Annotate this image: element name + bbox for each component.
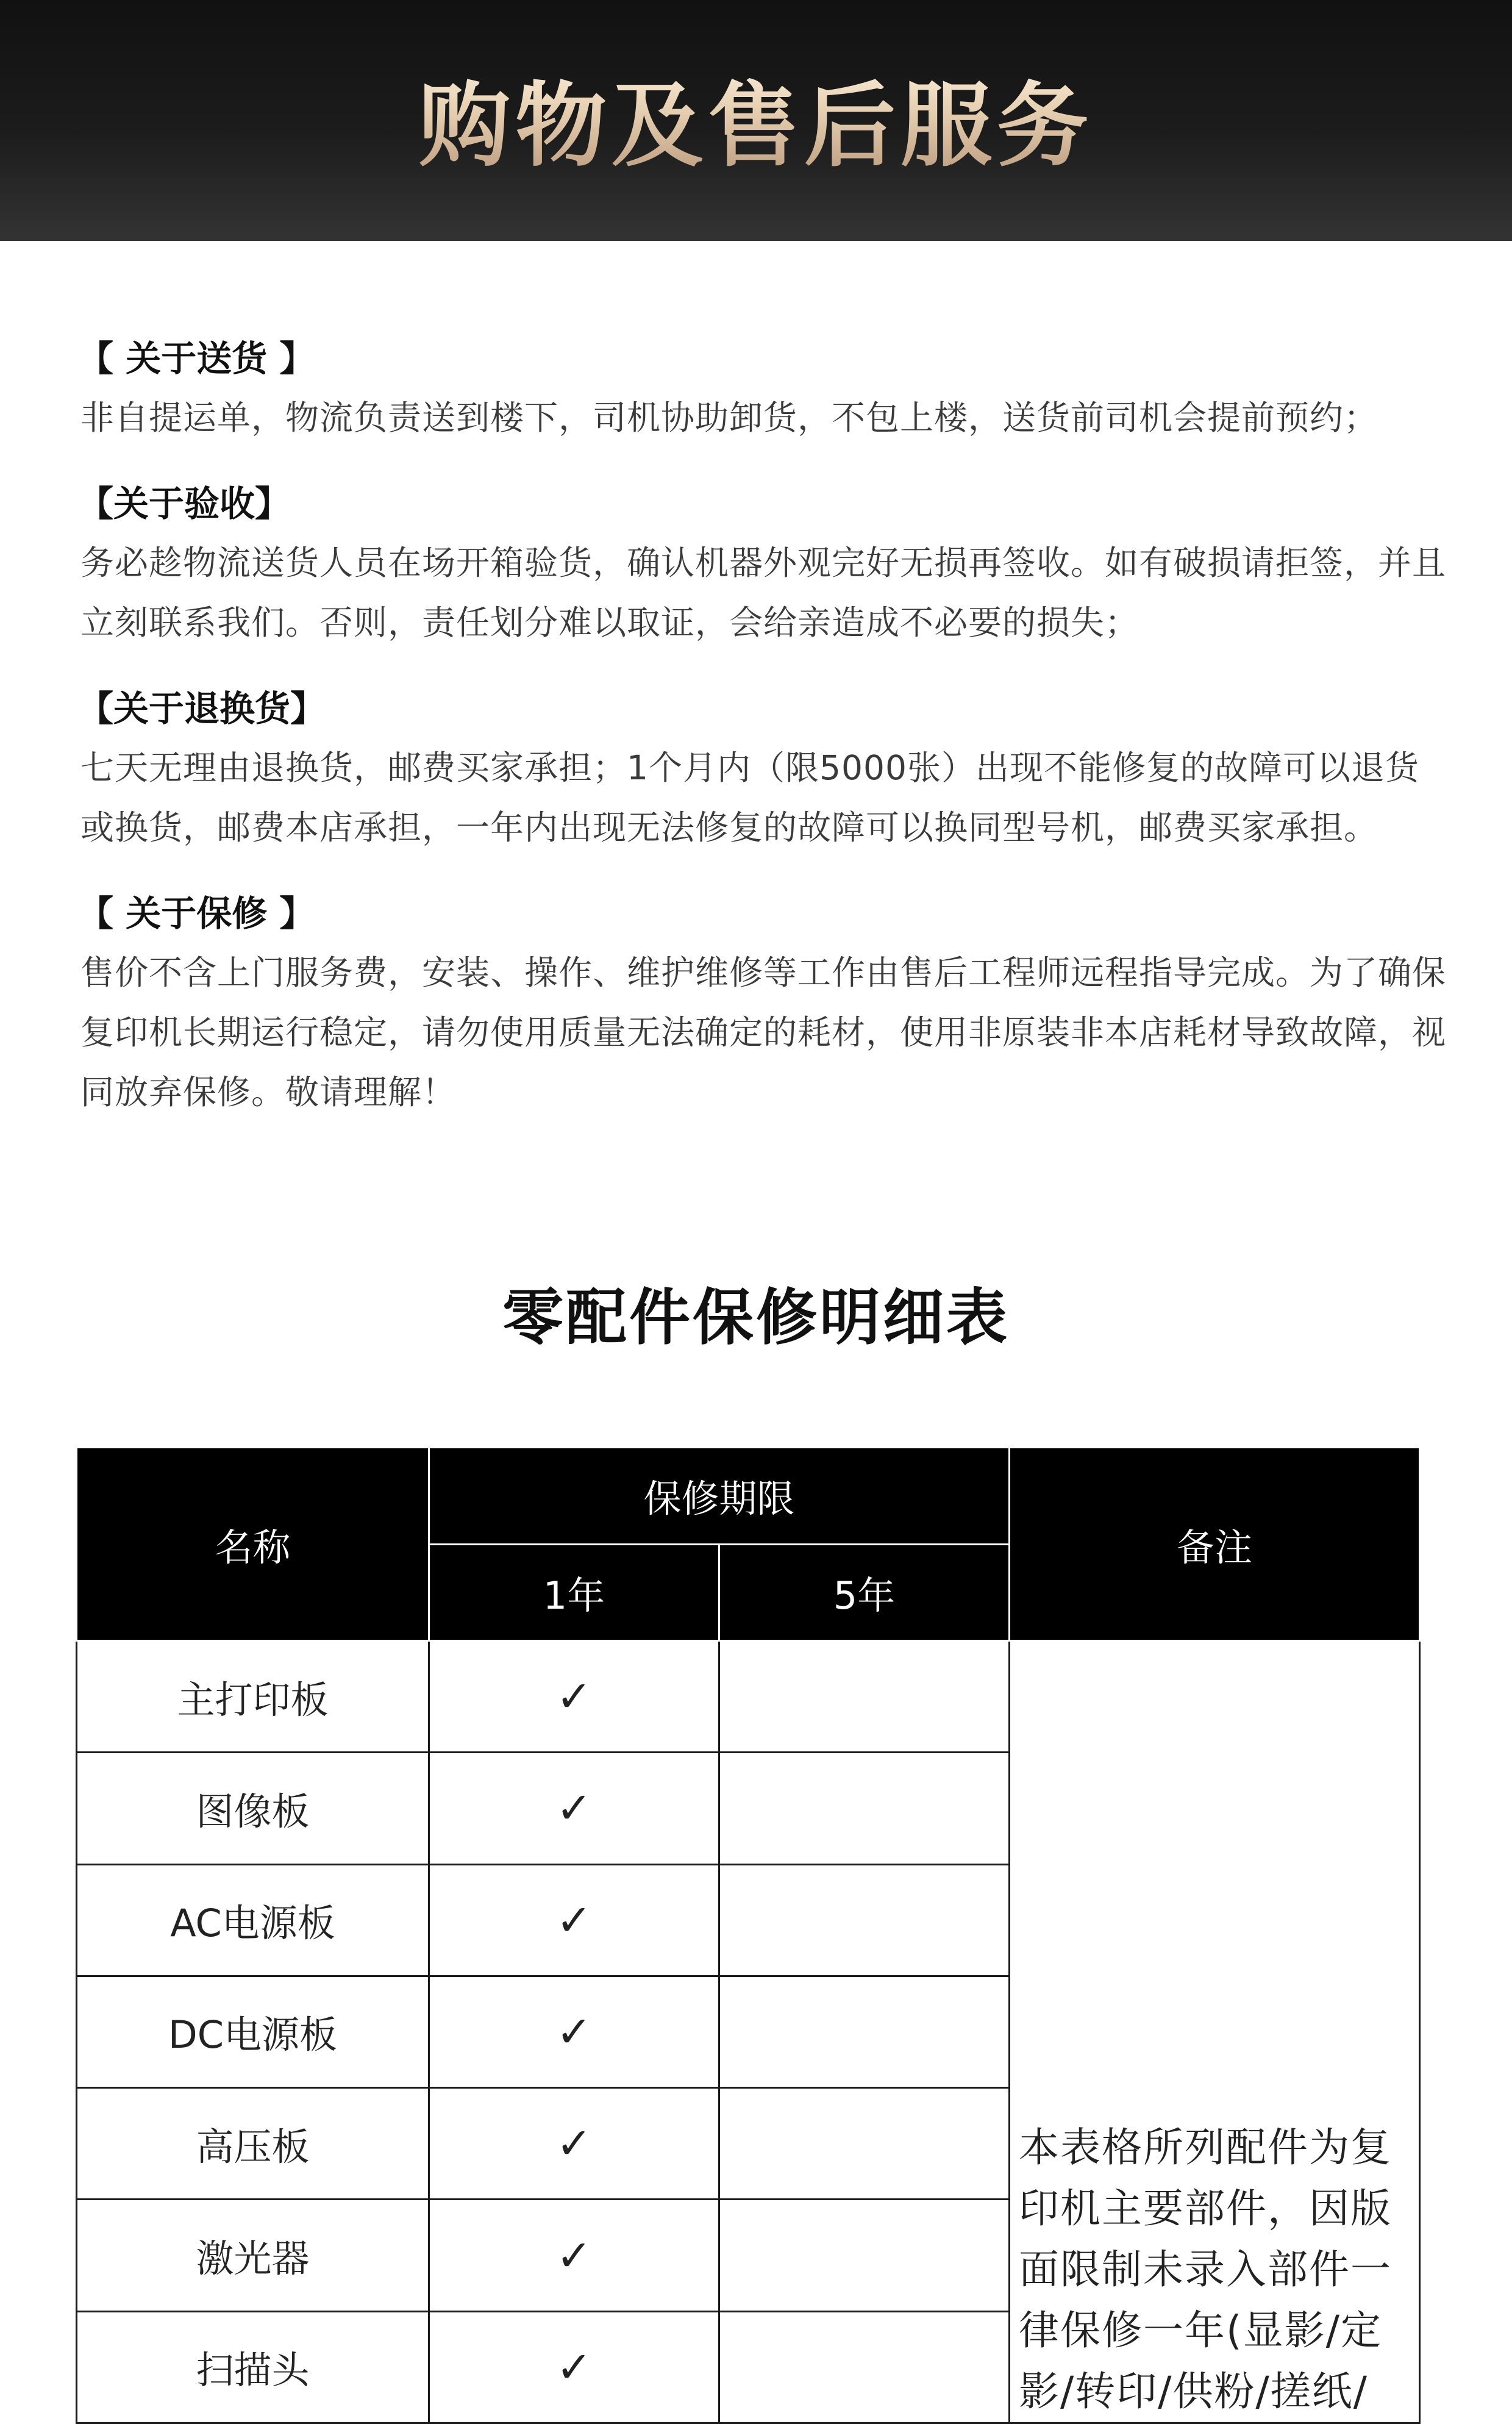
page-header <box>0 0 1512 241</box>
section-body: 售价不含上门服务费，安装、操作、维护维修等工作由售后工程师远程指导完成。为了确保复印机长期运行稳定，请勿使用质量无法确定的耗材，使用非原装非本店耗材导致故障，视同放弃保修。敬请理解！ <box>80 953 1447 1112</box>
section-returns <box>78 679 1450 857</box>
service-sections <box>78 329 1450 1149</box>
page-title: 购物及售后服务 <box>419 52 1093 184</box>
header-year5: 5年 <box>719 1544 1010 1641</box>
section-warranty <box>78 884 1450 1122</box>
year5-check <box>719 2088 1010 2200</box>
part-name: DC电源板 <box>77 1976 429 2087</box>
section-body: 务必趁物流送货人员在场开箱验货，确认机器外观完好无损再签收。如有破损请拒签，并且立刻联系我们。否则，责任划分难以取证，会给亲造成不必要的损失； <box>80 543 1447 642</box>
year1-check: ✓ <box>429 1641 719 1753</box>
section-title: 【 关于送货 】 <box>78 338 315 379</box>
year1-check: ✓ <box>429 2311 719 2423</box>
year1-check: ✓ <box>429 2088 719 2200</box>
header-year1: 1年 <box>429 1544 719 1641</box>
year5-check <box>719 2200 1010 2311</box>
section-inspection <box>78 474 1450 652</box>
section-title: 【关于验收】 <box>78 483 291 524</box>
warranty-table <box>76 1446 1421 2424</box>
part-name: AC电源板 <box>77 1864 429 1976</box>
header-note: 备注 <box>1010 1448 1420 1641</box>
header-period: 保修期限 <box>429 1448 1010 1545</box>
year1-check: ✓ <box>429 2200 719 2311</box>
section-title: 【 关于保修 】 <box>78 893 315 934</box>
note-cell <box>1010 1641 1420 2423</box>
year1-check: ✓ <box>429 1753 719 1864</box>
note-text: 本表格所列配件为复印机主要部件，因版面限制未录入部件一律保修一年(显影/定影/转印/供粉/搓纸/ <box>1019 2124 1393 2415</box>
section-title: 【关于退换货】 <box>78 688 326 729</box>
header-name: 名称 <box>77 1448 429 1641</box>
table-row <box>77 1641 1420 1753</box>
part-name: 扫描头 <box>77 2311 429 2423</box>
part-name: 主打印板 <box>77 1641 429 1753</box>
warranty-table-title: 零配件保修明细表 <box>502 1282 1010 1353</box>
part-name: 高压板 <box>77 2088 429 2200</box>
year5-check <box>719 2311 1010 2423</box>
section-delivery <box>78 329 1450 448</box>
section-body: 非自提运单，物流负责送到楼下，司机协助卸货，不包上楼，送货前司机会提前预约； <box>80 398 1378 437</box>
section-body: 七天无理由退换货，邮费买家承担；1个月内（限5000张）出现不能修复的故障可以退货或换货，邮费本店承担，一年内出现无法修复的故障可以换同型号机，邮费买家承担。 <box>80 748 1419 847</box>
year5-check <box>719 1864 1010 1976</box>
year5-check <box>719 1753 1010 1864</box>
year1-check: ✓ <box>429 1976 719 2087</box>
part-name: 图像板 <box>77 1753 429 1864</box>
year1-check: ✓ <box>429 1864 719 1976</box>
year5-check <box>719 1976 1010 2087</box>
year5-check <box>719 1641 1010 1753</box>
part-name: 激光器 <box>77 2200 429 2311</box>
